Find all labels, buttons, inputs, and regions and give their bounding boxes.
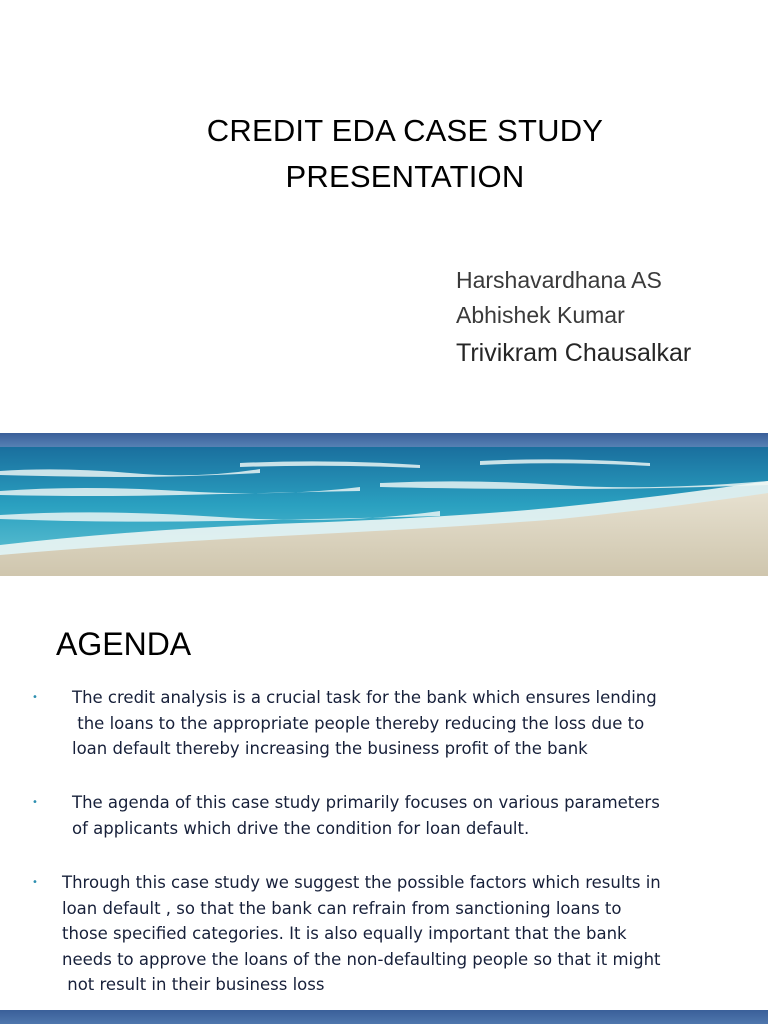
agenda-slide xyxy=(0,576,768,1010)
author-name: Abhishek Kumar xyxy=(456,302,625,328)
bullet-line: needs to approve the loans of the non-defaulting people so that it might xyxy=(62,949,661,969)
bullet-dot-icon: • xyxy=(32,692,38,703)
beach-photo xyxy=(0,433,768,576)
bullet-line: of applicants which drive the condition for loan default. xyxy=(72,818,530,838)
title-line-1: CREDIT EDA CASE STUDY xyxy=(206,113,604,148)
bullet-line: loan default thereby increasing the business profit of the bank xyxy=(72,739,588,758)
beach-illustration xyxy=(0,433,768,576)
bullet-line: those specified categories. It is also equally important that the bank xyxy=(62,924,627,943)
bullet-line: loan default , so that the bank can refrain from sanctioning loans to xyxy=(62,898,622,918)
agenda-heading: AGENDA xyxy=(56,626,192,662)
bullet-dot-icon: • xyxy=(32,797,38,808)
sky-strip xyxy=(0,1010,768,1024)
author-list xyxy=(456,264,691,373)
sky xyxy=(0,433,768,449)
bullet-text xyxy=(62,870,661,998)
bullet-line: The agenda of this case study primarily focuses on various parameters xyxy=(72,793,660,812)
bullet-line: The credit analysis is a crucial task for the bank which ensures lending xyxy=(72,688,657,707)
bullet-line: the loans to the appropriate people thereby reducing the loss due to xyxy=(72,713,645,733)
title-line-2: PRESENTATION xyxy=(285,159,525,194)
next-slide-image-edge xyxy=(0,1010,768,1024)
presentation-title xyxy=(0,108,768,200)
bullet-line: Through this case study we suggest the possible factors which results in xyxy=(62,873,661,892)
bullet-line: not result in their business loss xyxy=(62,975,325,994)
bullet-text xyxy=(72,790,660,841)
bullet-text xyxy=(72,685,657,762)
title-slide xyxy=(0,0,768,433)
author-name: Trivikram Chausalkar xyxy=(456,339,692,367)
author-name: Harshavardhana AS xyxy=(456,267,662,293)
bullet-dot-icon: • xyxy=(32,877,38,888)
